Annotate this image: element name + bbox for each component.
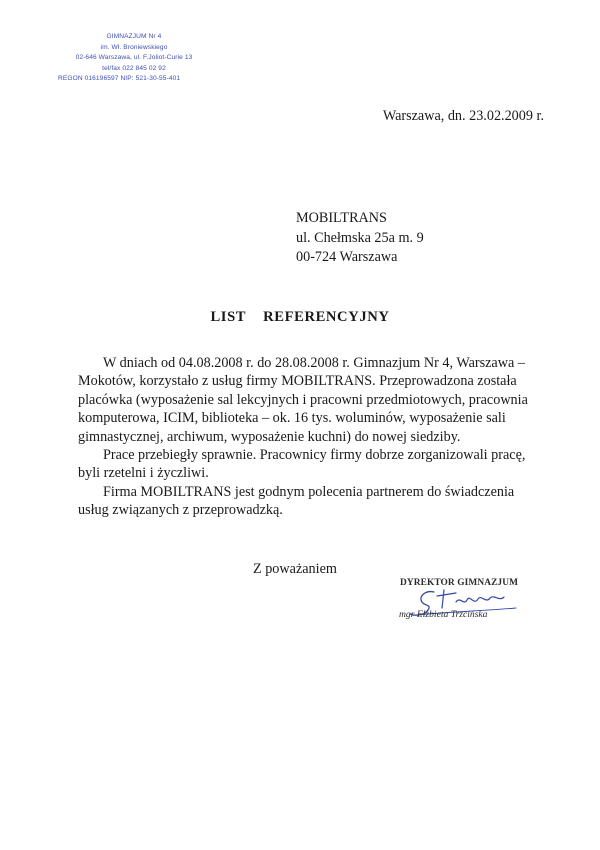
letter-date: Warszawa, dn. 23.02.2009 r.: [382, 108, 544, 124]
stamp-line-phone: tel/fax 022 845 02 92: [102, 64, 166, 72]
signature-title: DYREKTOR GIMNAZJUM: [400, 578, 519, 588]
recipient-city: 00-724 Warszawa: [296, 249, 398, 265]
recipient-name: MOBILTRANS: [296, 210, 387, 226]
recipient-street: ul. Chełmska 25a m. 9: [296, 229, 424, 246]
body-paragraph-1: W dniach od 04.08.2008 r. do 28.08.2008 r. Gimnazjum Nr 4, Warszawa – Mokotów, korzystało z usług firmy MOBILTRANS. Przeprowadzona została placówka (wyposażenie sal lekcyjnych i pracowni przedmiotowych, pracownia komputerowa, ICIM, biblioteka – ok. 16 tys. woluminów, wyposażenie sali gimnastycznej, archiwum, wyposażenie kuchni) do nowej siedziby.: [78, 355, 528, 445]
letter-heading: LIST REFERENCYJNY: [210, 309, 390, 325]
stamp-line-patron: im. Wł. Broniewskiego: [100, 43, 168, 51]
signature-name: mgr Elżbieta Trzcińska: [399, 609, 488, 620]
body-paragraph-3: Firma MOBILTRANS jest godnym polecenia partnerem do świadczenia usług związanych z przeprowadzką.: [78, 483, 515, 519]
recipient-address: [296, 209, 424, 268]
closing-phrase: Z poważaniem: [253, 561, 337, 577]
letter-body: [78, 354, 538, 520]
stamp-line-ids: REGON 016196597 NIP: 521-30-55-401: [58, 75, 181, 83]
stamp-line-school: GIMNAZJUM Nr 4: [106, 33, 162, 40]
body-paragraph-2: Prace przebiegły sprawnie. Pracownicy firmy dobrze zorganizowali pracę, byli rzetelni i życzliwi.: [78, 447, 526, 482]
stamp-line-address: 02-646 Warszawa, ul. F.Joliot-Curie 13: [75, 54, 193, 62]
school-stamp: [60, 32, 208, 85]
